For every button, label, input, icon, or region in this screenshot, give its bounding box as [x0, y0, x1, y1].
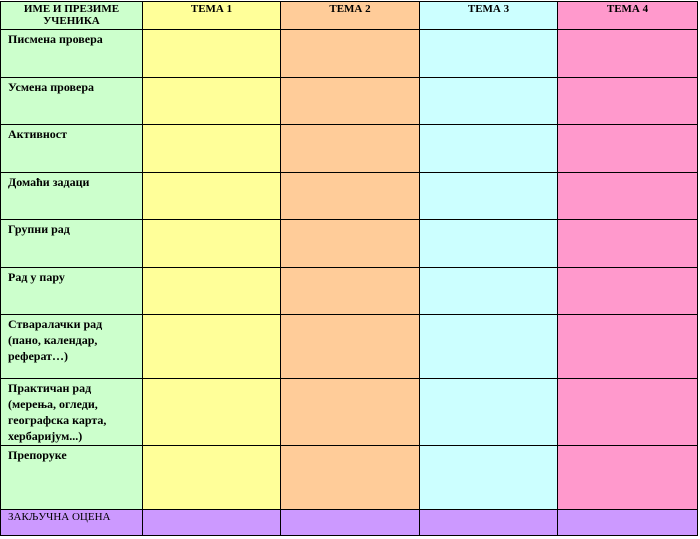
topic-2-header-label: ТЕМА 2	[329, 3, 371, 15]
grade-cell[interactable]	[281, 30, 420, 78]
assessment-table	[0, 1, 698, 536]
row-label-text: Препоруке	[8, 447, 67, 462]
table-row	[1, 125, 698, 173]
table-row	[1, 315, 698, 379]
grade-cell[interactable]	[143, 379, 281, 446]
row-label-text: Практичан рад (мерења, огледи, географска карта, хербаријум...)	[8, 381, 107, 444]
topic-3-header	[420, 2, 558, 30]
row-label-text: Активност	[8, 127, 68, 142]
grade-cell[interactable]	[558, 220, 698, 268]
row-label-group-work	[1, 220, 143, 268]
table-row	[1, 172, 698, 220]
grade-cell[interactable]	[281, 172, 420, 220]
grade-cell[interactable]	[558, 30, 698, 78]
final-grade-row	[1, 509, 698, 535]
grade-cell[interactable]	[143, 267, 281, 315]
table-row	[1, 77, 698, 125]
grade-cell[interactable]	[558, 315, 698, 379]
grade-cell[interactable]	[143, 30, 281, 78]
grade-cell[interactable]	[558, 125, 698, 173]
row-label-text: Усмена провера	[8, 79, 95, 94]
topic-3-header-label: ТЕМА 3	[467, 3, 510, 15]
table-row	[1, 220, 698, 268]
grade-cell[interactable]	[420, 267, 558, 315]
row-label-text: Стваралачки рад (пано, календар, реферат…)	[8, 317, 103, 364]
grade-cell[interactable]	[143, 172, 281, 220]
row-label-creative-work	[1, 315, 143, 379]
row-label-recommendations	[1, 445, 143, 509]
grade-cell[interactable]	[420, 30, 558, 78]
grade-cell[interactable]	[281, 379, 420, 446]
row-label-homework	[1, 172, 143, 220]
final-grade-label: ЗАКЉУЧНА ОЦЕНА	[8, 510, 111, 523]
grade-cell[interactable]	[420, 315, 558, 379]
final-grade-cell[interactable]	[143, 509, 281, 535]
topic-1-header-label: ТЕМА 1	[190, 3, 233, 15]
grade-cell[interactable]	[281, 220, 420, 268]
grade-cell[interactable]	[143, 315, 281, 379]
grade-cell[interactable]	[558, 267, 698, 315]
grade-cell[interactable]	[281, 315, 420, 379]
grade-cell[interactable]	[143, 125, 281, 173]
row-label-activity	[1, 125, 143, 173]
row-label-text: Писмена провера	[8, 32, 103, 46]
grade-cell[interactable]	[420, 77, 558, 125]
grade-cell[interactable]	[143, 220, 281, 268]
grade-cell[interactable]	[143, 77, 281, 125]
row-label-text: Групни рад	[8, 222, 70, 237]
grade-cell[interactable]	[143, 445, 281, 509]
grade-cell[interactable]	[281, 445, 420, 509]
topic-1-header	[143, 2, 281, 30]
grade-cell[interactable]	[420, 172, 558, 220]
topic-2-header	[281, 2, 420, 30]
table-row	[1, 379, 698, 446]
grade-cell[interactable]	[420, 379, 558, 446]
row-label-text: Рад у пару	[8, 269, 65, 284]
table-row	[1, 30, 698, 78]
grade-cell[interactable]	[558, 379, 698, 446]
grade-cell[interactable]	[420, 445, 558, 509]
row-label-written-test	[1, 30, 143, 78]
grade-cell[interactable]	[558, 445, 698, 509]
grade-cell[interactable]	[281, 267, 420, 315]
grade-cell[interactable]	[420, 220, 558, 268]
student-name-header	[1, 2, 143, 30]
row-label-practical-work	[1, 379, 143, 446]
grade-cell[interactable]	[558, 172, 698, 220]
header-row	[1, 2, 698, 30]
table-row	[1, 445, 698, 509]
grade-cell[interactable]	[420, 125, 558, 173]
row-label-final-grade	[1, 509, 143, 535]
grade-cell[interactable]	[281, 125, 420, 173]
grade-cell[interactable]	[281, 77, 420, 125]
grade-cell[interactable]	[558, 77, 698, 125]
final-grade-cell[interactable]	[281, 509, 420, 535]
final-grade-cell[interactable]	[558, 509, 698, 535]
topic-4-header	[558, 2, 698, 30]
topic-4-header-label: ТЕМА 4	[606, 3, 649, 15]
student-name-header-label: ИМЕ И ПРЕЗИМЕ УЧЕНИКА	[23, 3, 120, 27]
final-grade-cell[interactable]	[420, 509, 558, 535]
row-label-pair-work	[1, 267, 143, 315]
row-label-text: Домаћи задаци	[8, 174, 90, 189]
row-label-oral-test	[1, 77, 143, 125]
table-row	[1, 267, 698, 315]
